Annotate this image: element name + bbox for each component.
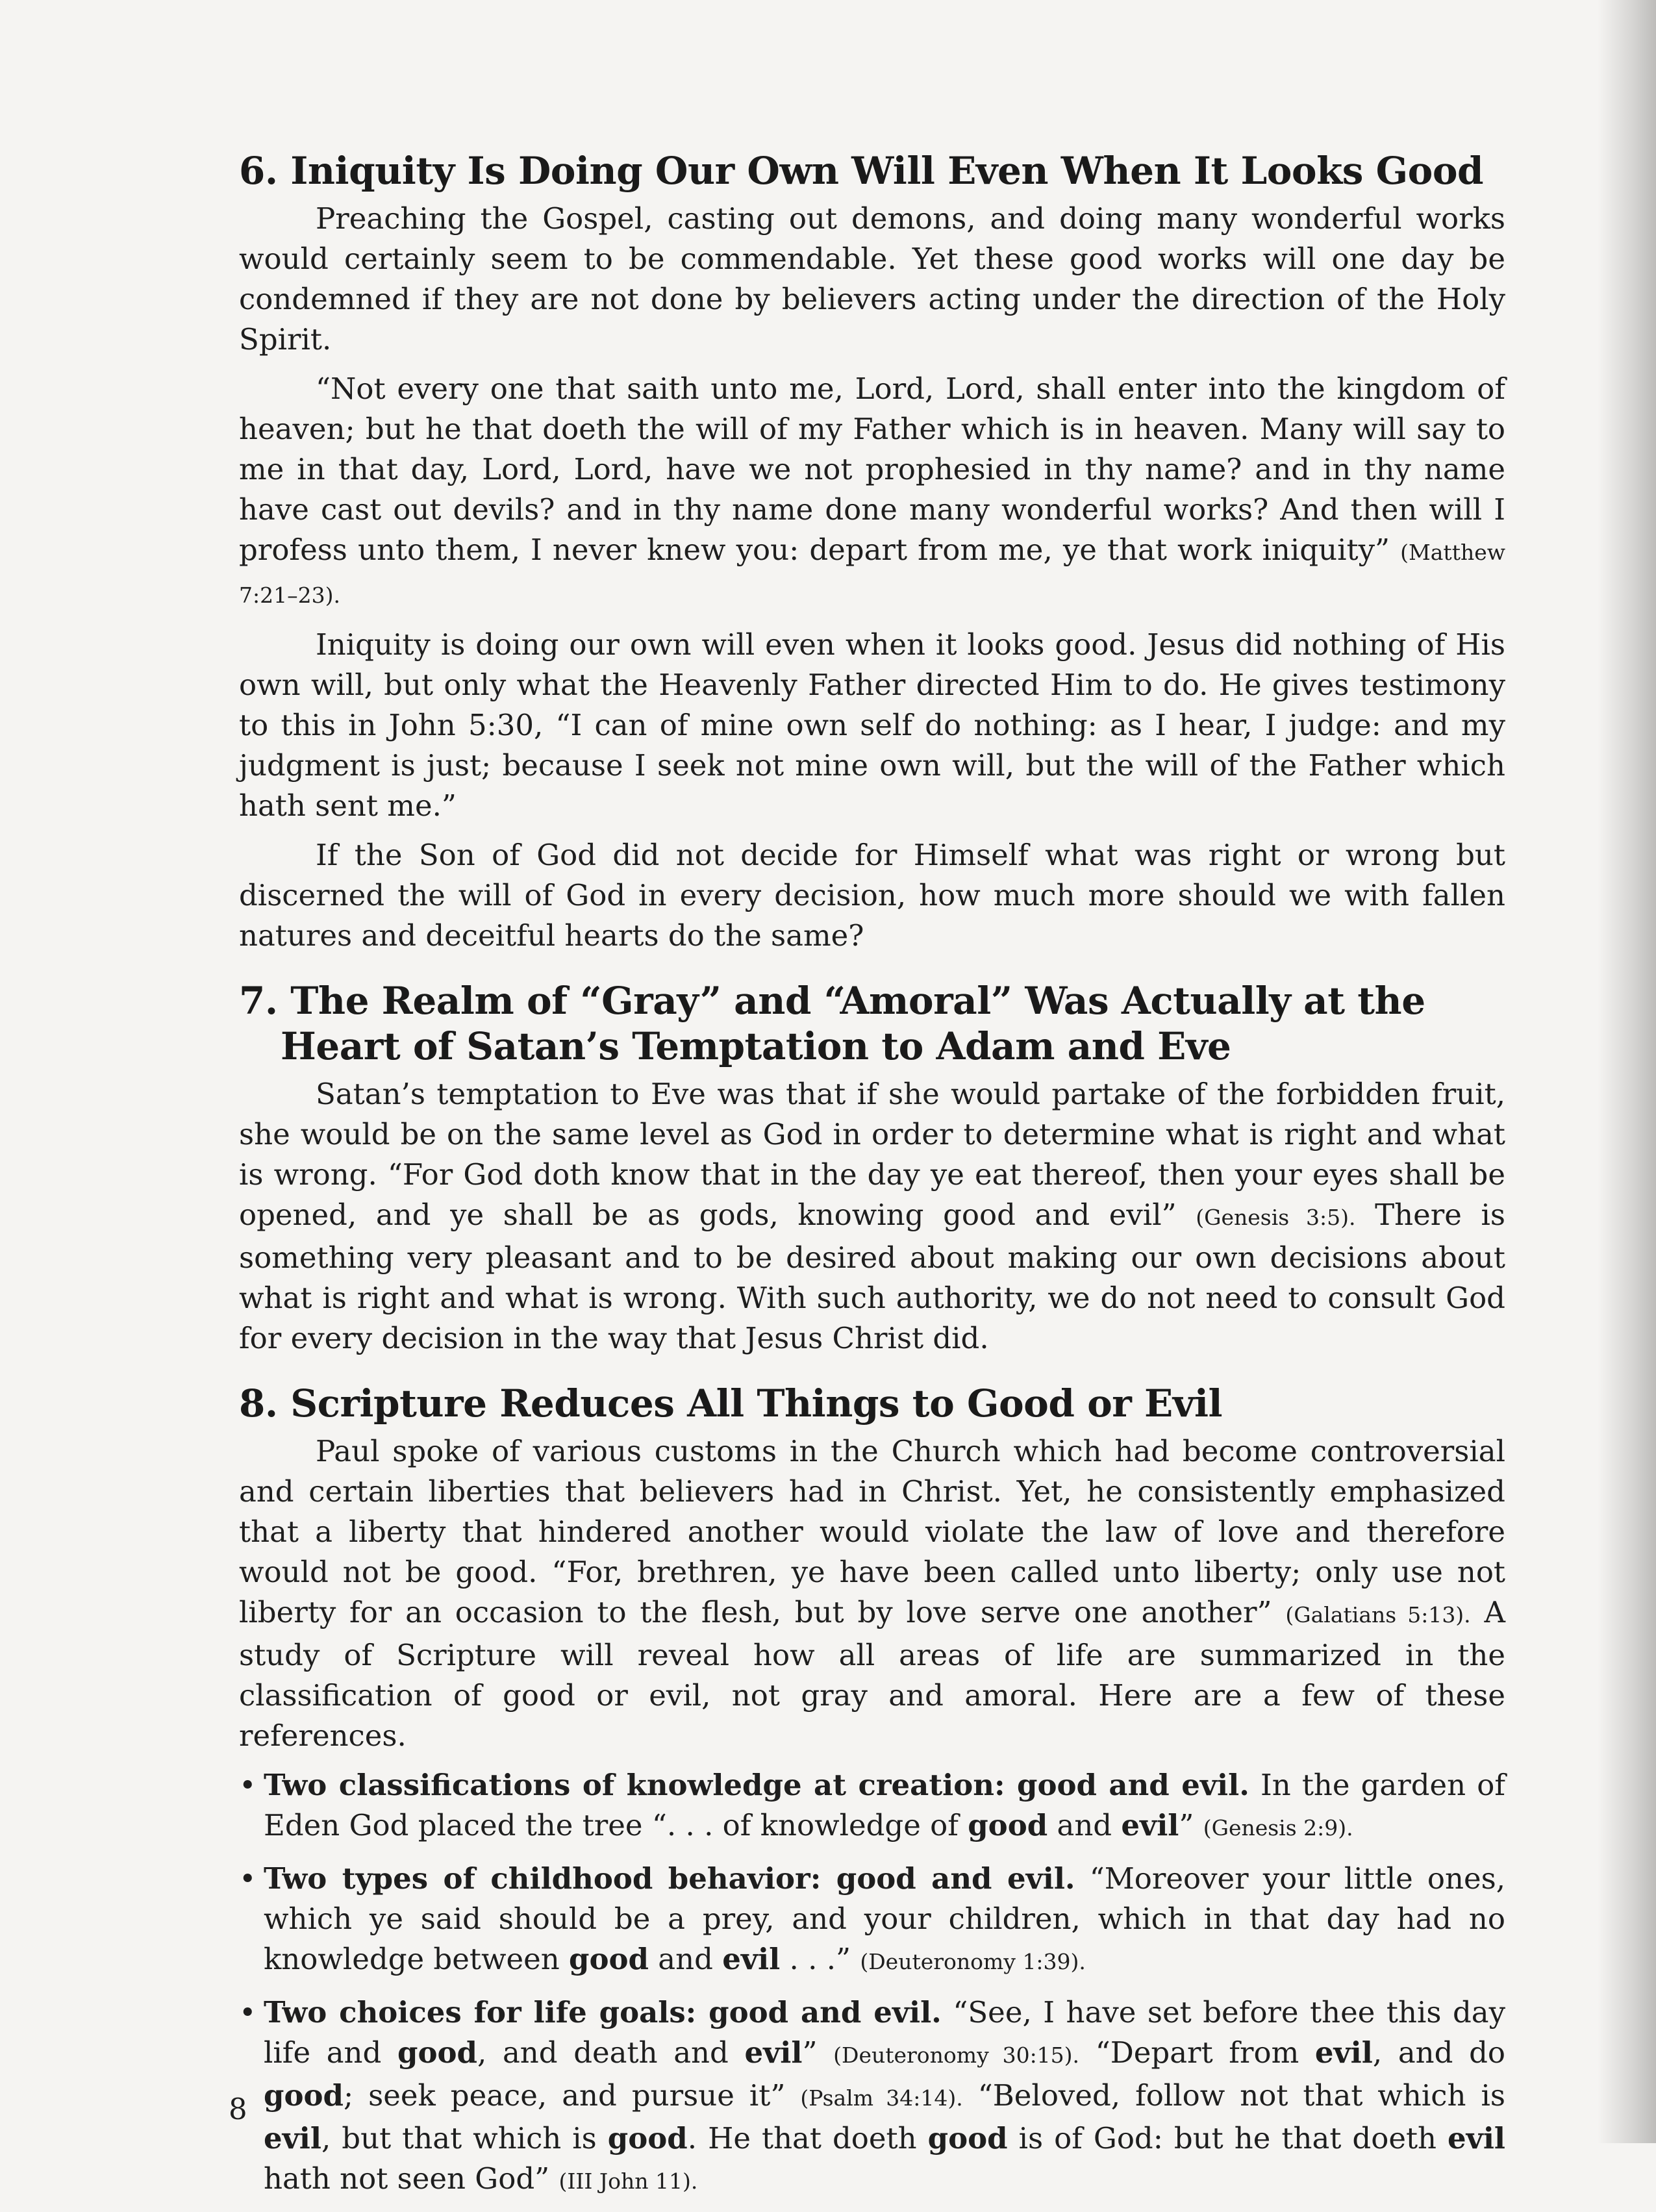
emphasis: evil bbox=[1314, 2035, 1373, 2070]
section-6-paragraph-3: Iniquity is doing our own will even when it looks good. Jesus did nothing of His own will, but only what the Heavenly Father directed Him to do. He gives testimony to this in John 5:30, “I can of mine own self do nothing: as I hear, I judge: and my judgment is just; because I seek not mine own will, but the will of the Father which hath sent me.” bbox=[239, 627, 1505, 823]
section-7-paragraph-1 bbox=[239, 1074, 1505, 1359]
emphasis: good bbox=[607, 2121, 688, 2155]
emphasis: evil bbox=[722, 1942, 781, 1976]
page-edge-shadow bbox=[1598, 0, 1656, 2143]
paragraph-text: Satan’s temptation to Eve was that if she would partake of the forbidden fruit, she would be on the same level as God in order to determine what is right and what is wrong. “For God doth know that in the day ye eat thereof, then your eyes shall be opened, and ye shall be as gods, knowing good and evil” bbox=[239, 1077, 1505, 1232]
list-item bbox=[239, 1765, 1505, 1848]
list-item-text: hath not seen God” bbox=[264, 2161, 559, 2196]
list-item-text: ” bbox=[1179, 1808, 1203, 1842]
list-item-text: “Moreover your little ones, which ye said should be a prey, and your children, which in that day had no knowledge between bbox=[264, 1861, 1505, 1976]
emphasis: good bbox=[968, 1808, 1048, 1842]
section-6-paragraph-1: Preaching the Gospel, casting out demons, and doing many wonderful works would certainly seem to be commendable. Yet these good works will one day be condemned if they are not done by believers acting under the direction of the Holy Spirit. bbox=[239, 201, 1505, 357]
scripture-reference: (Matthew 7:21–23). bbox=[239, 540, 1505, 608]
scripture-reference: (Psalm 34:14). bbox=[800, 2085, 963, 2111]
list-item-text: and bbox=[1048, 1808, 1122, 1842]
section-8-heading: 8. Scripture Reduces All Things to Good or Evil bbox=[239, 1381, 1223, 1426]
paragraph-text: A study of Scripture will reveal how all areas of life are summarized in the classification of good or evil, not gray and amoral. Here are a few of these references. bbox=[239, 1595, 1505, 1753]
section-6-paragraph-2 bbox=[239, 369, 1505, 616]
list-item bbox=[239, 1859, 1505, 1982]
emphasis: good bbox=[569, 1942, 649, 1976]
list-item-text: , and do bbox=[1372, 2035, 1506, 2070]
scripture-reference: (Genesis 3:5). bbox=[1196, 1205, 1356, 1230]
list-item-heading: Two choices for life goals: good and evil. bbox=[264, 1995, 942, 2030]
list-item-text: . . .” bbox=[780, 1942, 860, 1976]
scripture-reference: (III John 11). bbox=[558, 2168, 698, 2194]
list-item-text: ” bbox=[802, 2035, 834, 2070]
section-6-heading: 6. Iniquity Is Doing Our Own Will Even When It Looks Good bbox=[239, 149, 1484, 193]
page-number: 8 bbox=[229, 2092, 247, 2126]
list-item-text: “See, I have set before thee this day life and bbox=[264, 1995, 1506, 2070]
bullet-icon: • bbox=[239, 1861, 257, 1896]
emphasis: evil bbox=[264, 2121, 321, 2155]
list-item-heading: Two classifications of knowledge at creation: good and evil. bbox=[264, 1768, 1249, 1802]
reference-list bbox=[239, 1765, 1505, 2202]
list-item-text: is of God: but he that doeth bbox=[1007, 2121, 1448, 2155]
emphasis: evil bbox=[1448, 2121, 1506, 2155]
section-6-paragraph-4: If the Son of God did not decide for Himself what was right or wrong but discerned the will of God in every decision, how much more should we with fallen natures and deceitful hearts do the same? bbox=[239, 838, 1505, 953]
section-8-paragraph-1 bbox=[239, 1431, 1505, 1756]
emphasis: evil bbox=[1121, 1808, 1179, 1842]
section-7-heading: 7. The Realm of “Gray” and “Amoral” Was Actually at the Heart of Satan’s Temptation to Adam and Eve bbox=[239, 979, 1425, 1068]
emphasis: evil bbox=[744, 2035, 803, 2070]
list-item bbox=[239, 1992, 1505, 2202]
bullet-icon: • bbox=[239, 1995, 257, 2030]
list-item-text: , and death and bbox=[477, 2035, 745, 2070]
scripture-reference: (Galatians 5:13). bbox=[1285, 1602, 1471, 1628]
list-item-text: In the garden of Eden God placed the tree “. . . of knowledge of bbox=[264, 1768, 1506, 1842]
bullet-icon: • bbox=[239, 1768, 257, 1802]
list-item-heading: Two types of childhood behavior: good and evil. bbox=[264, 1861, 1075, 1896]
paragraph-text: Paul spoke of various customs in the Church which had become controversial and certain liberties that believers had in Christ. Yet, he consistently emphasized that a liberty that hindered another would violate the law of love and therefore would not be good. “For, brethren, ye have been called unto liberty; only use not liberty for an occasion to the flesh, but by love serve one another” bbox=[239, 1434, 1505, 1629]
list-item-text: “Depart from bbox=[1079, 2035, 1315, 2070]
scripture-reference: (Genesis 2:9). bbox=[1203, 1815, 1353, 1841]
emphasis: good bbox=[927, 2121, 1008, 2155]
paragraph-text: There is something very pleasant and to be desired about making our own decisions about what is right and what is wrong. With such authority, we do not need to consult God for every decision in the way that Jesus Christ did. bbox=[239, 1198, 1505, 1355]
list-item-text: . He that doeth bbox=[687, 2121, 928, 2155]
emphasis: good bbox=[264, 2078, 344, 2113]
emphasis: good bbox=[397, 2035, 477, 2070]
list-item-text: and bbox=[649, 1942, 723, 1976]
page-content bbox=[239, 148, 1505, 2212]
list-item-text: “Beloved, follow not that which is bbox=[962, 2078, 1505, 2113]
list-item-text: , but that which is bbox=[321, 2121, 608, 2155]
scripture-reference: (Deuteronomy 1:39). bbox=[860, 1949, 1086, 1974]
scripture-quote: “Not every one that saith unto me, Lord, Lord, shall enter into the kingdom of heaven; but he that doeth the will of my Father which is in heaven. Many will say to me in that day, Lord, Lord, have we not prophesied in thy name? and in thy name have cast out devils? and in thy name done many wonderful works? And then will I profess unto them, I never knew you: depart from me, ye that work iniquity” bbox=[239, 371, 1505, 567]
scripture-reference: (Deuteronomy 30:15). bbox=[833, 2042, 1080, 2068]
list-item-text: ; seek peace, and pursue it” bbox=[343, 2078, 801, 2113]
